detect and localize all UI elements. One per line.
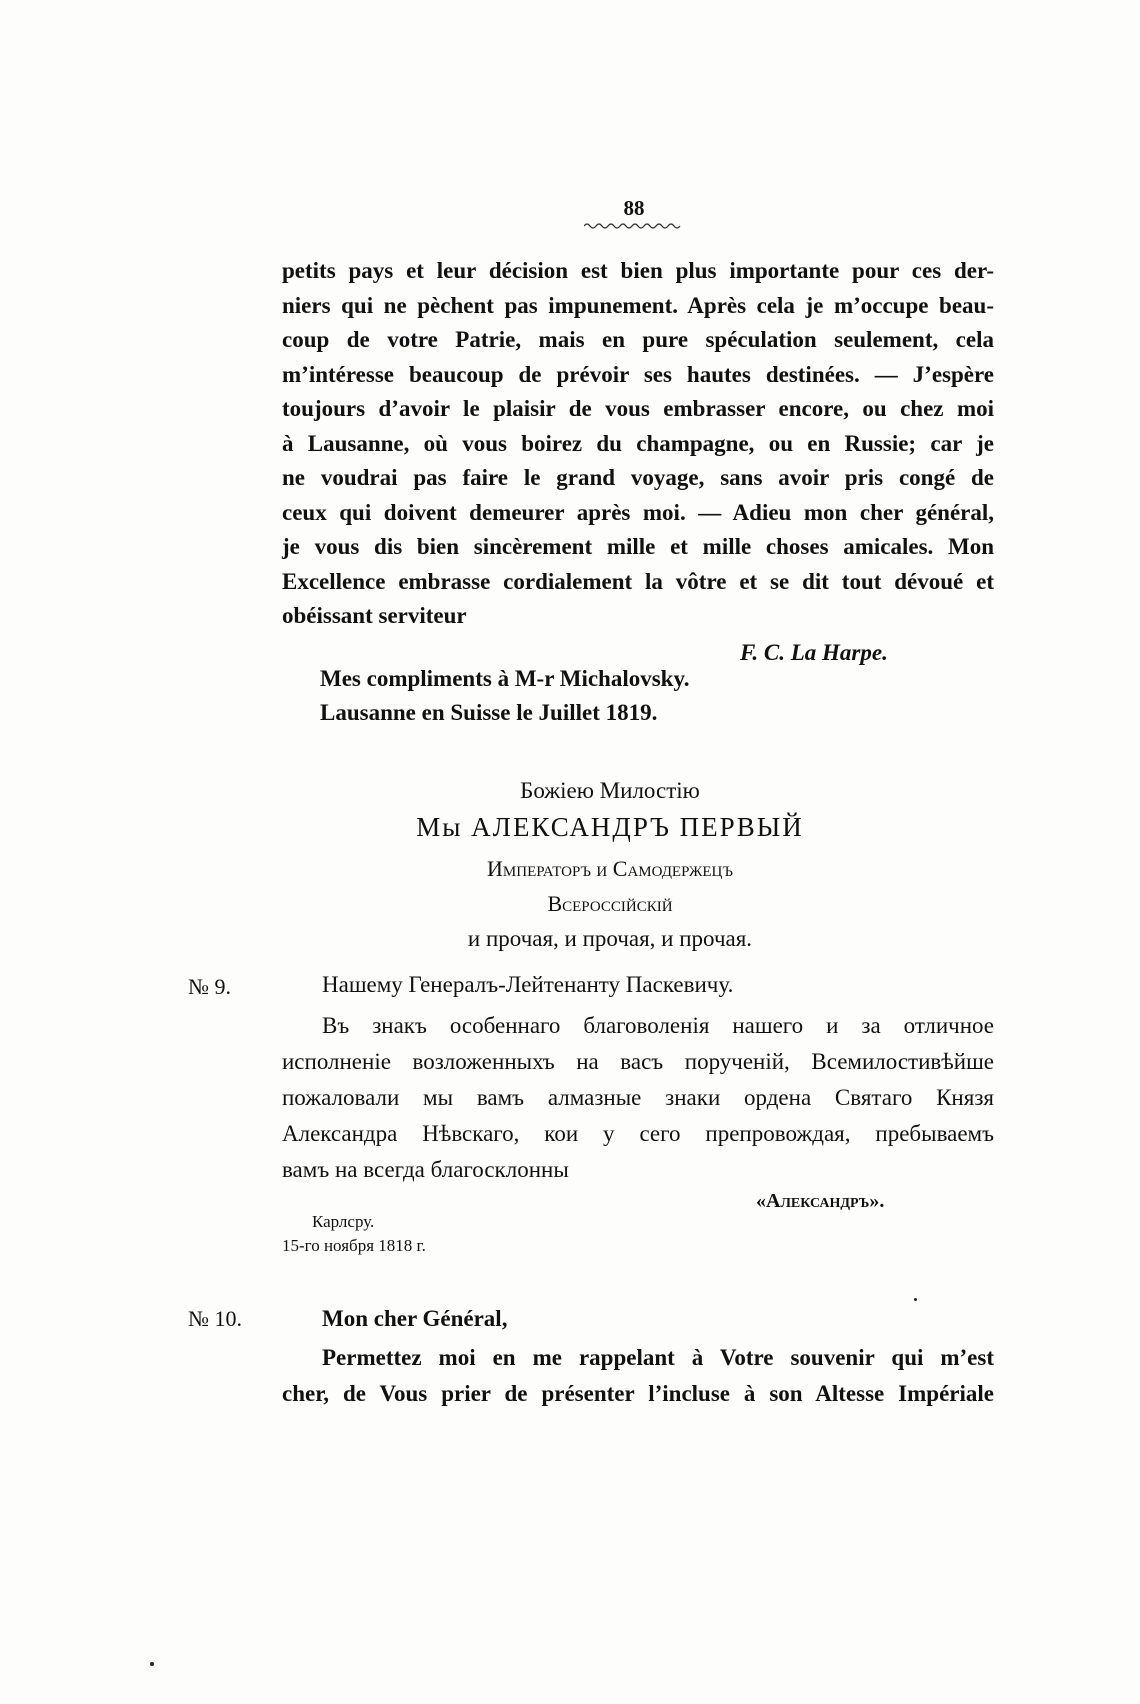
letter1-line: je vous dis bien sincèrement mille et mille choses amicales. Mon bbox=[282, 534, 994, 559]
letter1-signature: F. C. La Harpe. bbox=[740, 640, 888, 665]
decree-line: пожаловали мы вамъ алмазные знаки ордена Святаго Князя bbox=[282, 1085, 994, 1110]
scan-speck bbox=[150, 1662, 154, 1666]
letter2-number: № 10. bbox=[188, 1306, 242, 1331]
letter1-body bbox=[282, 254, 994, 634]
letter1-line: Excellence embrasse cordialement la vôtre et se dit tout dévoué et bbox=[282, 568, 994, 594]
decree-line: Александра Нѣвскаго, кои у сего препровождая, пребываемъ bbox=[282, 1121, 994, 1146]
scan-speck bbox=[914, 1298, 917, 1301]
letter1-line: coup de votre Patrie, mais en pure spéculation seulement, cela bbox=[282, 327, 994, 352]
page-number-ornament bbox=[584, 222, 684, 230]
letter1-line: m’intéresse beaucoup de prévoir ses hautes destinées. — J’espère bbox=[282, 361, 994, 387]
decree-body bbox=[282, 1008, 994, 1188]
decree-place: Карлсру. bbox=[312, 1212, 375, 1231]
decree-line: исполненiе возложенныхъ на васъ порученiй, Всемилостивѣйше bbox=[282, 1049, 994, 1074]
letter1-line: à Lausanne, où vous boirez du champagne, ou en Russie; car je bbox=[282, 430, 994, 456]
letter1-line: obéissant serviteur bbox=[282, 603, 467, 628]
letter1-line: ne voudrai pas faire le grand voyage, sans avoir pris congé de bbox=[282, 465, 994, 490]
decree-line: Въ знакъ особеннаго благоволенiя нашего и за отличное bbox=[322, 1013, 994, 1038]
letter1-line: toujours d’avoir le plaisir de vous embrasser encore, ou chez moi bbox=[282, 396, 994, 421]
letter1-line: petits pays et leur décision est bien plus importante pour ces der- bbox=[282, 258, 994, 283]
letter2-body bbox=[282, 1340, 994, 1412]
letter2-line: Permettez moi en me rappelant à Votre souvenir qui m’est bbox=[322, 1345, 994, 1370]
letter1-place-date: Lausanne en Suisse le Juillet 1819. bbox=[320, 700, 658, 725]
decree-heading-3: Императоръ и Самодержецъ bbox=[487, 856, 733, 881]
decree-number: № 9. bbox=[188, 974, 231, 999]
decree-heading-5: и прочая, и прочая, и прочая. bbox=[467, 926, 753, 951]
decree-heading-2: Мы АЛЕКСАНДРЪ ПЕРВЫЙ bbox=[416, 812, 804, 842]
decree-line: вамъ на всегда благосклонны bbox=[282, 1157, 569, 1182]
letter2-salutation: Mon cher Général, bbox=[322, 1306, 508, 1331]
decree-heading-4: Всероссiйскiй bbox=[547, 891, 673, 916]
decree-address: Нашему Генералъ-Лейтенанту Паскевичу. bbox=[322, 972, 734, 997]
decree-heading-1: Божiею Милостiю bbox=[520, 778, 700, 803]
decree-signature: «Александръ». bbox=[756, 1190, 885, 1212]
letter1-line: niers qui ne pèchent pas impunement. Après cela je m’occupe beau- bbox=[282, 292, 994, 318]
decree-date: 15-го ноября 1818 г. bbox=[282, 1236, 426, 1255]
page-number: 88 bbox=[623, 196, 645, 220]
letter1-line: ceux qui doivent demeurer après moi. — Adieu mon cher général, bbox=[282, 499, 994, 525]
letter1-postscript: Mes compliments à M-r Michalovsky. bbox=[320, 666, 690, 691]
letter2-line: cher, de Vous prier de présenter l’incluse à son Altesse Impériale bbox=[282, 1381, 994, 1406]
